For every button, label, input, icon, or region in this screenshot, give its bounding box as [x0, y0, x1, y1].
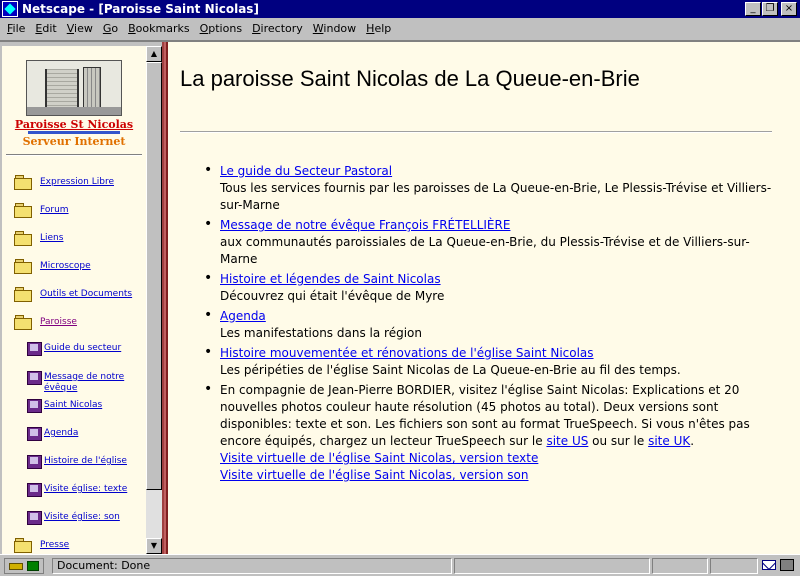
list-item	[204, 216, 780, 268]
horizontal-rule	[180, 131, 772, 133]
sidebar-item-histoire-eglise[interactable]: Histoire de l'église	[26, 456, 127, 468]
book-icon	[26, 454, 42, 468]
page-title: La paroisse Saint Nicolas de La Queue-en-Brie	[180, 66, 640, 91]
sidebar-item-microscope[interactable]: Microscope	[14, 261, 91, 272]
folder-icon	[14, 287, 32, 300]
menu-bookmarks[interactable]: Bookmarks	[128, 21, 190, 35]
book-icon	[26, 341, 42, 355]
menu-bar	[0, 18, 800, 38]
status-text: Document: Done	[52, 558, 452, 574]
folder-icon	[14, 538, 32, 551]
book-icon	[26, 398, 42, 412]
sidebar-item-outils-et-documents[interactable]: Outils et Documents	[14, 289, 132, 300]
link-histoire-legendes[interactable]: Histoire et légendes de Saint Nicolas	[220, 272, 441, 286]
link-agenda[interactable]: Agenda	[220, 309, 266, 323]
logo-underline	[28, 131, 120, 134]
close-button[interactable]: ×	[781, 2, 797, 16]
folder-icon	[14, 315, 32, 328]
title-bar	[0, 0, 800, 18]
item-description: aux communautés paroissiales de La Queue-en-Brie, du Plessis-Trévise et de Villiers-sur-Marne	[220, 235, 750, 266]
scroll-thumb[interactable]	[146, 62, 162, 490]
sidebar-item-paroisse[interactable]: Paroisse	[14, 317, 77, 328]
book-icon	[26, 510, 42, 524]
item-description: Les manifestations dans la région	[220, 326, 422, 340]
link-visite-texte[interactable]: Visite virtuelle de l'église Saint Nicolas, version texte	[220, 451, 539, 465]
item-description: Tous les services fournis par les paroisses de La Queue-en-Brie, Le Plessis-Trévise et Villiers-sur-Marne	[220, 181, 772, 212]
sidebar-item-expression-libre[interactable]: Expression Libre	[14, 177, 114, 188]
visit-description: En compagnie de Jean-Pierre BORDIER, visitez l'église Saint Nicolas: Explications et 20 nouvelles photos couleur haute résolution (45 photos au total). Deux versions sont disponibles: texte et son. Les fichiers son sont au format TrueSpeech. Si vous n'êtes pas encore équipés, chargez un lecteur TrueSpeech sur le site US ou sur le site UK.	[220, 383, 750, 448]
sidebar-item-guide-du-secteur[interactable]: Guide du secteur	[26, 343, 121, 355]
browser-viewport	[0, 40, 800, 554]
bullet-icon: •	[204, 270, 213, 286]
list-item	[204, 344, 780, 379]
folder-icon	[14, 231, 32, 244]
minimize-button[interactable]: _	[745, 2, 761, 16]
menu-window[interactable]: Window	[312, 21, 357, 35]
list-item	[204, 162, 780, 214]
menu-file[interactable]: File	[7, 21, 26, 35]
bullet-icon: •	[204, 344, 213, 360]
link-guide-secteur[interactable]: Le guide du Secteur Pastoral	[220, 164, 393, 178]
logo-title[interactable]: Paroisse St Nicolas	[14, 118, 134, 131]
menu-options[interactable]: Options	[199, 21, 243, 35]
netscape-icon[interactable]	[2, 1, 18, 17]
restore-button[interactable]: ❐	[762, 2, 778, 16]
status-bar	[0, 554, 800, 576]
sidebar-item-visite-son[interactable]: Visite église: son	[26, 512, 120, 524]
status-cell	[652, 558, 708, 574]
bullet-icon: •	[204, 307, 213, 323]
mail-icon[interactable]	[762, 560, 776, 570]
content-frame	[168, 42, 800, 556]
bullet-icon: •	[204, 162, 213, 178]
sidebar-item-agenda[interactable]: Agenda	[26, 428, 78, 440]
menu-directory[interactable]: Directory	[252, 21, 303, 35]
link-site-uk[interactable]: site UK	[648, 434, 691, 448]
menu-view[interactable]: View	[66, 21, 93, 35]
link-site-us[interactable]: site US	[546, 434, 589, 448]
sidebar-item-liens[interactable]: Liens	[14, 233, 63, 244]
book-icon	[26, 426, 42, 440]
church-logo-image[interactable]	[26, 60, 122, 116]
sidebar-item-saint-nicolas[interactable]: Saint Nicolas	[26, 400, 102, 412]
scroll-up-icon[interactable]: ▲	[146, 46, 162, 62]
link-histoire-renovations[interactable]: Histoire mouvementée et rénovations de l'église Saint Nicolas	[220, 346, 594, 360]
list-item	[204, 307, 780, 342]
folder-icon	[14, 259, 32, 272]
folder-icon	[14, 175, 32, 188]
nav-scrollbar[interactable]	[146, 46, 162, 554]
menu-help[interactable]: Help	[366, 21, 392, 35]
list-item	[204, 270, 780, 305]
link-list	[204, 162, 780, 487]
progress-indicator	[454, 558, 650, 574]
nav-divider	[6, 154, 142, 156]
book-icon	[26, 482, 42, 496]
window-title: Netscape - [Paroisse Saint Nicolas]	[22, 2, 259, 16]
bullet-icon: •	[204, 381, 213, 397]
security-key-icon[interactable]	[4, 558, 44, 574]
sidebar-item-message-eveque[interactable]: Message de notre évêque	[26, 372, 130, 394]
item-description: Les péripéties de l'église Saint Nicolas de La Queue-en-Brie au fil des temps.	[220, 363, 681, 377]
menu-edit[interactable]: Edit	[35, 21, 57, 35]
link-message-eveque[interactable]: Message de notre évêque François FRÉTELLIÈRE	[220, 218, 511, 232]
list-item	[204, 381, 780, 484]
sidebar-item-forum[interactable]: Forum	[14, 205, 69, 216]
logo-subtitle: Serveur Internet	[22, 135, 126, 148]
sidebar-item-visite-texte[interactable]: Visite église: texte	[26, 484, 127, 496]
item-description: Découvrez qui était l'évêque de Myre	[220, 289, 445, 303]
link-visite-son[interactable]: Visite virtuelle de l'église Saint Nicolas, version son	[220, 468, 529, 482]
sidebar-item-presse[interactable]: Presse	[14, 540, 69, 551]
bullet-icon: •	[204, 216, 213, 232]
status-cell	[710, 558, 758, 574]
navigation-frame	[2, 46, 146, 554]
book-icon	[26, 370, 42, 384]
news-icon[interactable]	[780, 559, 794, 571]
folder-icon	[14, 203, 32, 216]
scroll-down-icon[interactable]: ▼	[146, 538, 162, 554]
menu-go[interactable]: Go	[102, 21, 119, 35]
